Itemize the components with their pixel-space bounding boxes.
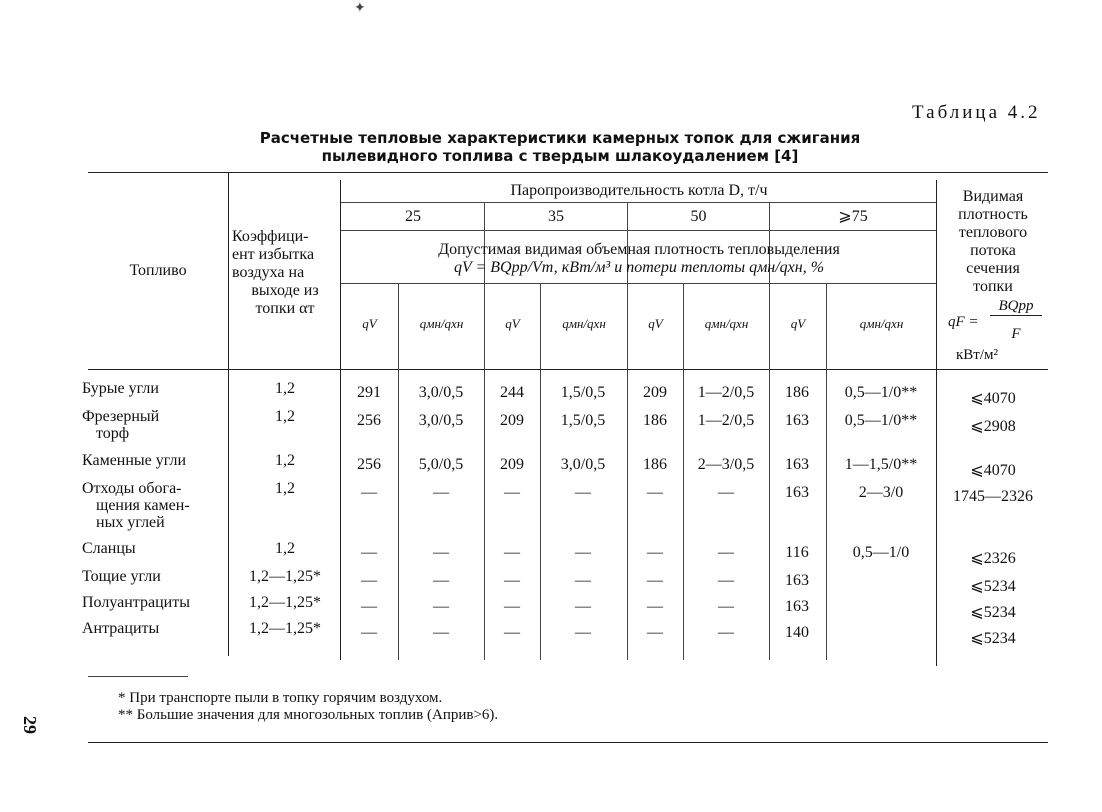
table-top-rule [88,172,1048,173]
cell-qmn-qhn: — [575,484,591,501]
qf-numerator: BQрр [990,298,1042,316]
cell-qmn-qhn: 3,0/0,5 [560,456,606,473]
header-visible-l2: плотность [958,206,1028,223]
cell-qv: 256 [357,412,381,429]
cell-qmn-qhn: 5,0/0,5 [418,456,464,473]
cell-qv: — [647,484,663,501]
cell-qv: — [504,484,520,501]
row-fuel-name [82,594,232,611]
page-number: 29 [20,716,40,734]
row-fuel-name [82,620,232,637]
header-excess-air-l3: воздуха на [232,264,305,281]
table-label: Таблица 4.2 [912,102,1041,123]
cell-qmn-qhn: — [718,598,734,615]
cell-qmn-qhn: 0,5—1/0 [852,544,910,561]
cell-qv: — [504,572,520,589]
cell-qv: — [504,624,520,641]
allowed-rule [340,283,936,284]
header-allowed-l1: Допустимая видимая объемная плотность тепловыделения [438,241,840,258]
title-line-2: пылевидного топлива с твердым шлакоудалением [4] [321,147,799,165]
capacities-rule [340,230,936,231]
cell-qmn-qhn: — [433,484,449,501]
row-fuel-line: щения камен- [96,497,190,514]
cell-qv: 163 [785,456,809,473]
row-visible-density: ⩽4070 [970,462,1016,479]
cell-qv: 244 [500,384,524,401]
cell-qmn-qhn: 1—2/0,5 [697,384,755,401]
subheader-qv-50: qV [648,316,663,331]
page-bottom-rule [88,742,1048,743]
row-excess-air: 1,2 [275,408,295,425]
row-excess-air: 1,2—1,25* [249,620,321,637]
cell-qmn-qhn: — [575,572,591,589]
footnote-2: ** Большие значения для многозольных топлив (Aприв>6). [118,707,499,723]
header-visible-l5: сечения [966,260,1020,277]
header-allowed-l2: qV = BQрр/Vт, кВт/м³ и потери теплоты qмн/qхн, % [453,259,825,276]
row-fuel-name [82,540,232,557]
header-visible-l3: теплового [958,224,1028,241]
cell-qmn-qhn: 0,5—1/0** [844,412,918,429]
cell-qv: 186 [643,456,667,473]
row-fuel-line: Отходы обога- [82,480,182,497]
qf-denominator: F [1011,326,1021,342]
cell-qv: — [647,572,663,589]
cell-qmn-qhn: 1,5/0,5 [560,384,606,401]
cell-qmn-qhn: 0,5—1/0** [844,384,918,401]
row-fuel-line: Антрациты [82,620,160,637]
cell-qmn-qhn: — [575,544,591,561]
row-excess-air: 1,2—1,25* [249,594,321,611]
cell-qv: — [361,624,377,641]
cell-qmn-qhn: — [718,484,734,501]
cell-qmn-qhn: — [433,624,449,641]
header-excess-air-l1: Коэффици- [232,228,309,245]
row-fuel-line: торф [96,425,130,442]
row-visible-density: ⩽2326 [970,550,1016,567]
cell-qmn-qhn: 2—3/0,5 [697,456,755,473]
cell-qmn-qhn: — [433,572,449,589]
row-visible-density: ⩽5234 [970,630,1016,647]
footnote-1: * При транспорте пыли в топку горячим воздухом. [118,690,443,706]
cell-qmn-qhn: 1—1,5/0** [844,456,918,473]
cell-qmn-qhn: — [575,624,591,641]
cell-qv: 116 [785,544,809,561]
subheader-qmn-35: qмн/qхн [562,316,606,331]
row-fuel-name [82,380,232,397]
qf-formula-left: qF = [948,314,979,330]
cell-qv: 163 [785,484,809,501]
header-allowed-density [342,241,936,277]
subheader-qv-25: qV [362,316,377,331]
cell-qmn-qhn: 3,0/0,5 [418,412,464,429]
header-bottom-rule [88,369,1048,370]
cell-qv: 163 [785,598,809,615]
qf-unit: кВт/м² [956,347,999,363]
cell-qmn-qhn: — [575,598,591,615]
row-fuel-line: Полуантрациты [82,594,190,611]
header-visible-density [938,188,1048,296]
capacity-50: 50 [690,208,707,225]
footnote-rule [88,676,188,677]
cell-qmn-qhn: — [433,598,449,615]
row-excess-air: 1,2 [275,480,295,497]
row-fuel-line: Каменные угли [82,452,187,469]
cell-qv: 291 [357,384,381,401]
row-fuel-line: Бурые угли [82,380,159,397]
cell-qmn-qhn: — [433,544,449,561]
cell-qv: 163 [785,572,809,589]
row-visible-density: ⩽5234 [970,578,1016,595]
table-title [160,129,960,165]
cell-qv: 163 [785,412,809,429]
row-fuel-line: Фрезерный [82,408,160,425]
row-fuel-line: Тощие угли [82,568,161,585]
cell-qv: — [504,544,520,561]
cell-qv: 256 [357,456,381,473]
subheader-qv-75: qV [790,316,806,331]
cell-qv: — [504,598,520,615]
row-visible-density: 1745—2326 [953,488,1033,505]
header-fuel: Топливо [129,262,187,279]
subheader-qmn-25: qмн/qхн [419,316,464,331]
capacity-75: ⩾75 [838,208,868,225]
cell-qv: 209 [643,384,667,401]
capacity-25: 25 [405,208,421,225]
row-excess-air: 1,2—1,25* [249,568,321,585]
cell-qv: — [361,484,377,501]
cell-qv: — [647,624,663,641]
row-fuel-name [82,568,232,585]
row-fuel-name [82,452,232,469]
row-visible-density: ⩽5234 [970,604,1016,621]
cell-qmn-qhn: 1,5/0,5 [560,412,606,429]
cell-qv: 140 [785,624,809,641]
cell-qmn-qhn: — [718,572,734,589]
header-visible-l1: Видимая [962,188,1024,205]
scan-mark: ✦ [354,1,366,16]
cell-qv: — [361,572,377,589]
cell-qv: 186 [643,412,667,429]
header-excess-air [232,228,338,318]
cell-qv: — [647,544,663,561]
row-visible-density: ⩽2908 [970,418,1016,435]
row-visible-density: ⩽4070 [970,390,1016,407]
capacity-rule [340,202,936,203]
capacity-35: 35 [548,208,564,225]
title-line-1: Расчетные тепловые характеристики камерных топок для сжигания [259,129,861,147]
row-fuel-name [82,408,232,442]
cell-qv: — [647,598,663,615]
row-excess-air: 1,2 [275,540,295,557]
subheader-qv-35: qV [505,316,520,331]
cell-qv: 209 [500,412,524,429]
header-boiler-capacity: Паропроизводительность котла D, т/ч [510,182,768,199]
cell-qmn-qhn: 1—2/0,5 [697,412,755,429]
cell-qv: — [361,598,377,615]
subheader-qmn-75: qмн/qхн [859,316,904,331]
header-visible-l6: топки [973,278,1013,295]
vrule-qf [936,180,937,666]
row-fuel-name [82,480,232,531]
header-excess-air-l4: выходе из [251,282,319,299]
row-fuel-line: Сланцы [82,540,136,557]
cell-qmn-qhn: 3,0/0,5 [418,384,464,401]
cell-qv: 186 [785,384,809,401]
cell-qv: 209 [500,456,524,473]
header-excess-air-l5: топки αт [255,300,315,317]
header-visible-l4: потока [970,242,1016,259]
cell-qmn-qhn: — [718,544,734,561]
row-excess-air: 1,2 [275,452,295,469]
cell-qmn-qhn: 2—3/0 [858,484,904,501]
subheader-qmn-50: qмн/qхн [704,316,749,331]
header-excess-air-l2: ент избытка [232,246,315,263]
row-excess-air: 1,2 [275,380,295,397]
row-fuel-line: ных углей [96,514,165,531]
cell-qv: — [361,544,377,561]
cell-qmn-qhn: — [718,624,734,641]
